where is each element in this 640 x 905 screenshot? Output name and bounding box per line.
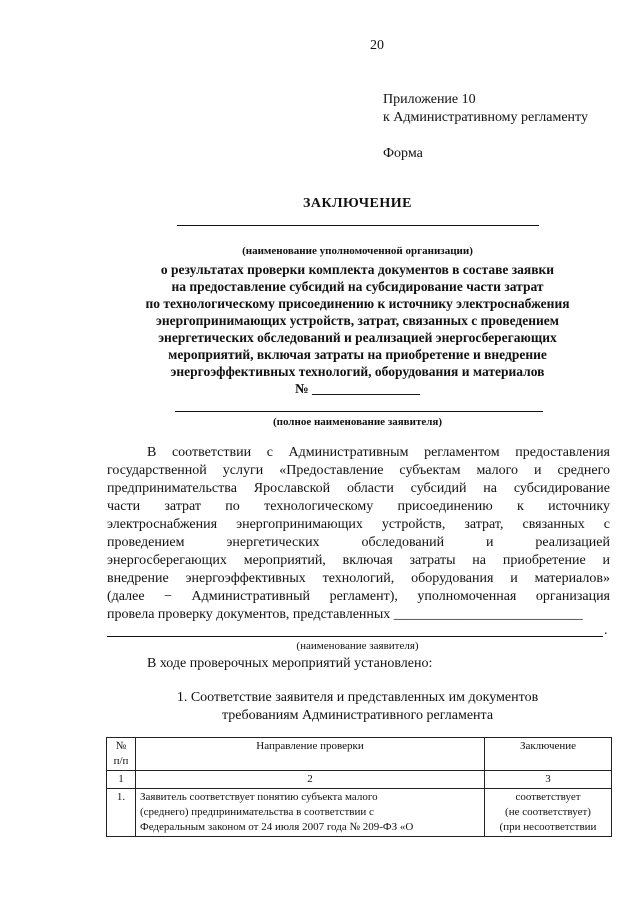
findings-intro: В ходе проверочных мероприятий установлено: <box>147 656 433 671</box>
cell-text-line: Федеральным законом от 24 июля 2007 года № 209-ФЗ «О <box>140 821 414 833</box>
column-header-number: № п/п <box>107 738 136 771</box>
applicant-full-name-line <box>175 411 543 412</box>
applicant-name-caption: (наименование заявителя) <box>296 640 419 652</box>
appendix-line-1: Приложение 10 <box>383 92 476 107</box>
table-cell: 2 <box>136 771 485 789</box>
line-end-period: . <box>604 623 608 638</box>
subject-line: на предоставление субсидий на субсидирование части затрат <box>171 279 544 294</box>
table-row <box>107 789 612 837</box>
section-heading: требованиям Административного регламента <box>221 708 494 723</box>
table-cell: 1 <box>107 771 136 789</box>
document-title: ЗАКЛЮЧЕНИЕ <box>302 196 413 211</box>
subject-line: энергетических обследований и реализацией энергосберегающих <box>158 330 557 345</box>
column-header-conclusion: Заключение <box>485 738 612 771</box>
table-cell-conclusion <box>485 789 612 837</box>
body-line: В соответствии с Административным регламентом предоставления <box>147 445 610 460</box>
org-name-caption: (наименование уполномоченной организации) <box>242 245 473 257</box>
section-heading: 1. Соответствие заявителя и представленных им документов <box>176 690 539 705</box>
page-number: 20 <box>370 38 384 53</box>
body-line: внедрение энергоэффективных технологий, оборудования и материалов» <box>107 571 610 586</box>
form-label: Форма <box>383 146 423 161</box>
verification-table <box>106 737 612 837</box>
cell-text-line: (среднего) предпринимательства в соответствии с <box>140 806 374 818</box>
table-cell: 3 <box>485 771 612 789</box>
body-line: предпринимательства Ярославской области субсидий на субсидирование <box>107 481 610 496</box>
subject-line: по технологическому присоединению к источнику электроснабжения <box>145 296 570 311</box>
subject-line: энергопринимающих устройств, затрат, связанных с проведением <box>155 313 559 328</box>
body-line: государственной услуги «Предоставление субъектам малого и среднего <box>107 463 610 478</box>
body-line: части затрат по технологическому присоединению к источнику <box>107 499 610 514</box>
subject-line: о результатах проверки комплекта документов в составе заявки <box>160 262 555 277</box>
body-line: (далее − Административный регламент), уполномоченная организация <box>107 589 610 604</box>
subject-line: энергоэффективных технологий, оборудования и материалов <box>170 364 545 379</box>
body-line: электроснабжения энергопринимающих устройств, затрат, связанных с <box>107 517 610 532</box>
table-cell-direction <box>136 789 485 837</box>
applicant-name-line <box>107 636 603 637</box>
table-header-row <box>107 738 612 771</box>
body-line: проведением энергетических обследований и реализацией <box>107 535 610 550</box>
cell-text-line: Заявитель соответствует понятию субъекта малого <box>140 791 378 803</box>
cell-text-line: (не соответствует) <box>505 806 591 818</box>
subject-line: мероприятий, включая затраты на приобретение и внедрение <box>168 347 547 362</box>
cell-text-line: соответствует <box>515 791 581 803</box>
table-cell-number: 1. <box>107 789 136 837</box>
column-header-direction: Направление проверки <box>136 738 485 771</box>
table-index-row <box>107 771 612 789</box>
cell-text-line: (при несоответствии <box>499 821 597 833</box>
org-name-line <box>177 225 539 226</box>
body-line: провела проверку документов, представленных ___________________________ <box>107 607 583 622</box>
applicant-full-name-caption: (полное наименование заявителя) <box>272 416 443 428</box>
conclusion-number: № ________________ <box>295 381 420 396</box>
body-line: энергосберегающих мероприятий, включая затраты на приобретение и <box>107 553 610 568</box>
appendix-line-2: к Административному регламенту <box>383 110 588 125</box>
